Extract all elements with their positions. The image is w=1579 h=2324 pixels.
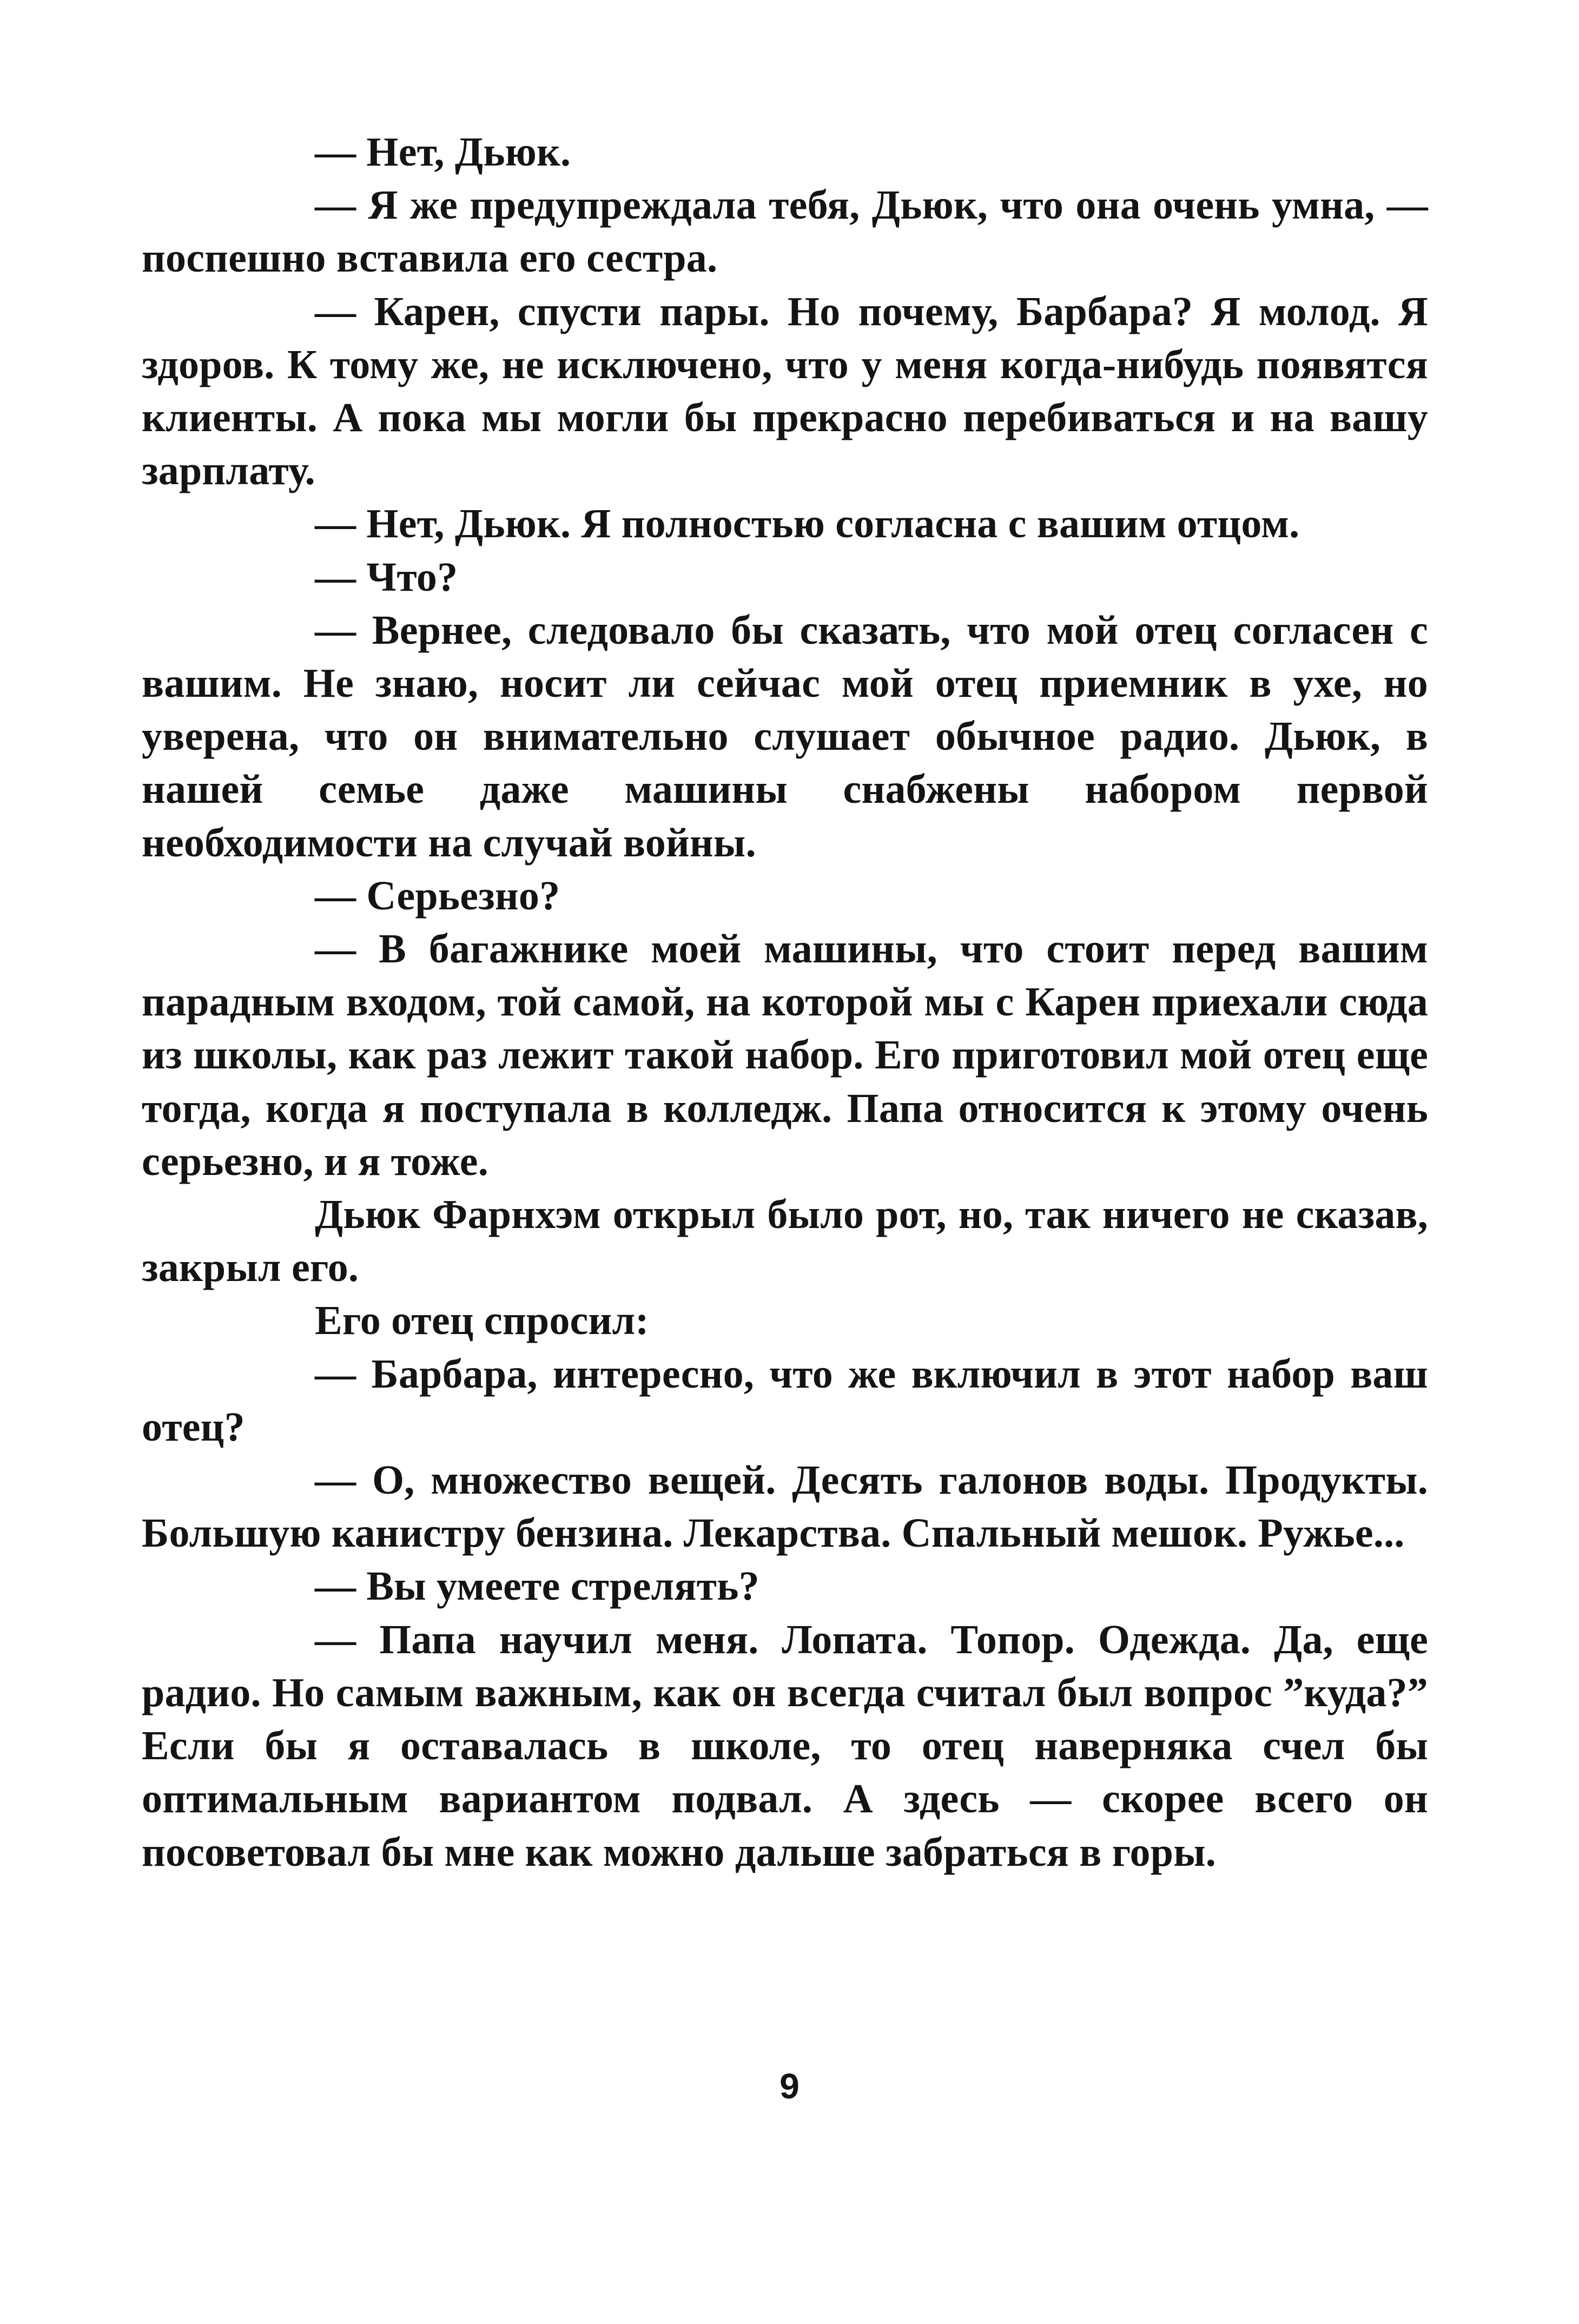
paragraph: — Серьезно? <box>315 873 560 919</box>
paragraph: — В багажнике моей машины, что стоит перед вашим парадным входом, той самой, на которой мы с Карен приехали сюда из школы, как раз лежит такой набор. Его приготовил мой отец еще тогда, когда я поступала в колледж. Папа относится к этому очень серьезно, и я тоже. <box>142 926 1428 1184</box>
page-number: 9 <box>779 2066 800 2106</box>
paragraph: — Карен, спусти пары. Но почему, Барбара? Я молод. Я здоров. К тому же, не исключено, что у меня когда-нибудь появятся клиенты. А пока мы могли бы прекрасно перебиваться и на вашу зарплату. <box>142 288 1428 494</box>
paragraph: — Вы умеете стрелять? <box>315 1563 759 1609</box>
paragraph: — Папа научил меня. Лопата. Топор. Одежда. Да, еще радио. Но самым важным, как он всегда считал был вопрос ”куда?” Если бы я оставалась в школе, то отец наверняка счел бы оптимальным вариантом подвал. А здесь — скорее всего он посоветовал бы мне как можно дальше забраться в горы. <box>142 1616 1428 1875</box>
paragraph: Дьюк Фарнхэм открыл было рот, но, так ничего не сказав, закрыл его. <box>142 1192 1428 1291</box>
paragraph: — Нет, Дьюк. <box>315 129 571 175</box>
paragraph: — Вернее, следовало бы сказать, что мой отец согласен с вашим. Не знаю, носит ли сейчас мой отец приемник в ухе, но уверена, что он внимательно слушает обычное радио. Дьюк, в нашей семье даже машины снабжены набором первой необходимости на случай войны. <box>142 607 1428 866</box>
paragraph: — Что? <box>315 554 458 600</box>
paragraph: Его отец спросил: <box>315 1298 649 1344</box>
paragraph: — О, множество вещей. Десять галонов воды. Продукты. Большую канистру бензина. Лекарства. Спальный мешок. Ружье... <box>142 1457 1428 1556</box>
paragraph: — Нет, Дьюк. Я полностью согласна с вашим отцом. <box>315 501 1300 547</box>
paragraph: — Я же предупреждала тебя, Дьюк, что она очень умна, — поспешно вставила его сестра. <box>142 182 1428 281</box>
body-text <box>142 126 1428 1879</box>
paragraph: — Барбара, интересно, что же включил в этот набор ваш отец? <box>142 1351 1428 1450</box>
